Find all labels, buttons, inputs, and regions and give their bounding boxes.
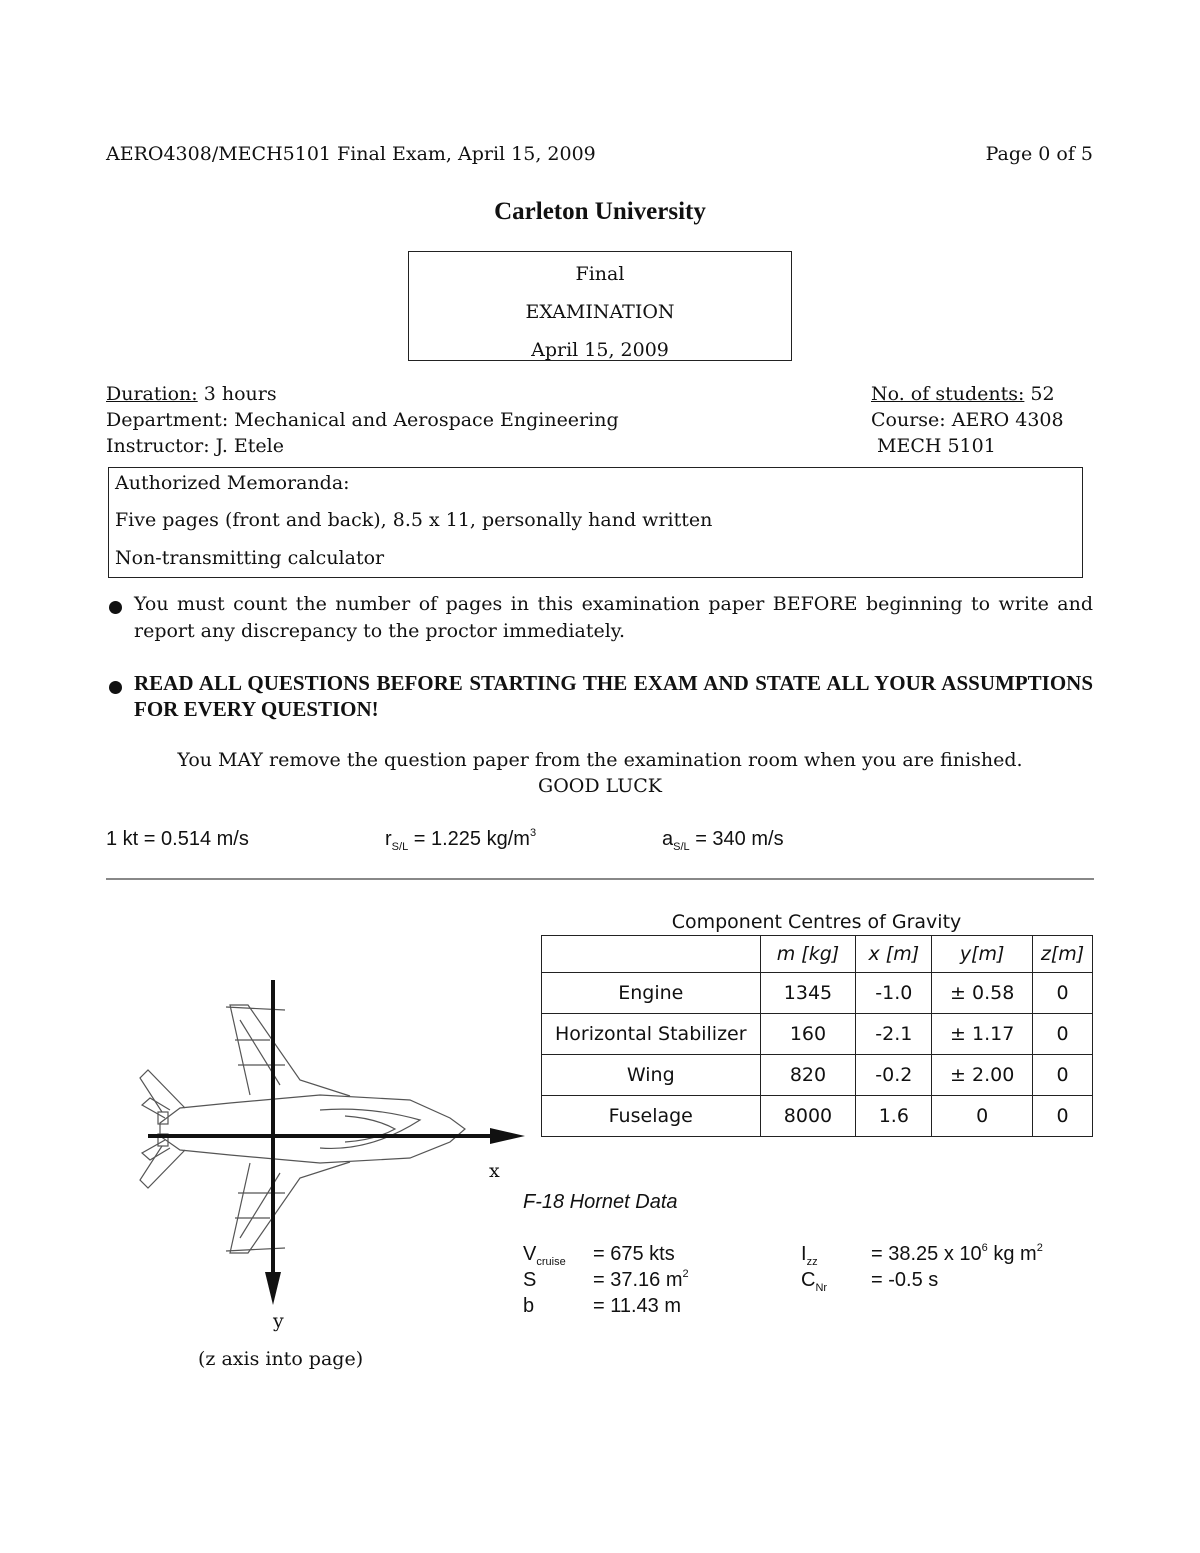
izz-symbol xyxy=(801,1243,818,1266)
table-cell: 820 xyxy=(760,1055,856,1096)
students xyxy=(871,383,1055,405)
bullet-icon xyxy=(109,681,122,694)
students-label: No. of students: xyxy=(871,383,1025,405)
table-cell: 0 xyxy=(1033,1055,1093,1096)
good-luck: GOOD LUCK xyxy=(538,775,662,797)
izz-value xyxy=(871,1243,1043,1266)
table-row xyxy=(542,1014,1093,1055)
cg-table xyxy=(541,935,1093,1137)
table-cell: 1345 xyxy=(760,973,856,1014)
s-value xyxy=(593,1269,689,1292)
table-cell: Horizontal Stabilizer xyxy=(542,1014,761,1055)
b-value: = 11.43 m xyxy=(593,1295,682,1317)
y-axis-label: y xyxy=(273,1310,284,1332)
izz-value-text: = 38.25 x 10 xyxy=(871,1243,982,1265)
table-header: m [kg] xyxy=(760,936,856,973)
c-symbol: C xyxy=(801,1269,816,1291)
table-cell: -1.0 xyxy=(856,973,932,1014)
duration-value: 3 hours xyxy=(197,383,277,405)
table-header xyxy=(542,936,761,973)
memoranda-title: Authorized Memoranda: xyxy=(115,472,350,494)
page-title: Carleton University xyxy=(494,198,706,225)
i-symbol: I xyxy=(801,1243,807,1265)
table-cell: 8000 xyxy=(760,1096,856,1137)
table-header: y[m] xyxy=(932,936,1033,973)
students-value: 52 xyxy=(1024,383,1055,405)
rho-subscript: S/L xyxy=(391,841,409,853)
a-subscript: S/L xyxy=(673,841,690,853)
table-row xyxy=(542,1096,1093,1137)
constant-kt: 1 kt = 0.514 m/s xyxy=(106,828,249,850)
exam-box-line3: April 15, 2009 xyxy=(531,339,669,361)
course: Course: AERO 4308 xyxy=(871,409,1064,431)
i-subscript: zz xyxy=(806,1256,818,1268)
table-cell: ± 0.58 xyxy=(932,973,1033,1014)
a-value: = 340 m/s xyxy=(689,828,784,850)
table-cell: Wing xyxy=(542,1055,761,1096)
page-number: Page 0 of 5 xyxy=(985,143,1093,165)
cnr-symbol xyxy=(801,1269,827,1292)
exam-box xyxy=(408,251,792,361)
s-superscript: 2 xyxy=(682,1268,689,1280)
table-cell: 1.6 xyxy=(856,1096,932,1137)
v-subscript: cruise xyxy=(536,1256,566,1268)
duration-label: Duration: xyxy=(106,383,198,405)
course-2: MECH 5101 xyxy=(877,435,996,457)
exam-box-line2: EXAMINATION xyxy=(525,301,675,323)
table-cell: 0 xyxy=(1033,1096,1093,1137)
izz-exponent: 6 xyxy=(981,1242,988,1254)
memoranda-box xyxy=(108,467,1083,578)
s-value-text: = 37.16 m xyxy=(593,1269,683,1291)
instruction-read-all: READ ALL QUESTIONS BEFORE STARTING THE EXAM AND STATE ALL YOUR ASSUMPTIONS FOR EVERY QUESTION! xyxy=(134,671,1093,721)
rho-value: = 1.225 kg/m xyxy=(408,828,530,850)
bullet-icon xyxy=(109,601,122,614)
header-left: AERO4308/MECH5101 Final Exam, April 15, 2009 xyxy=(106,143,596,165)
table-cell: ± 1.17 xyxy=(932,1014,1033,1055)
rho-symbol: r xyxy=(385,828,392,850)
memoranda-line: Non-transmitting calculator xyxy=(115,547,385,569)
table-cell: ± 2.00 xyxy=(932,1055,1033,1096)
table-row xyxy=(542,1055,1093,1096)
c-subscript: Nr xyxy=(815,1282,828,1294)
table-header-row xyxy=(542,936,1093,973)
table-header: x [m] xyxy=(856,936,932,973)
y-axis-arrow-icon xyxy=(265,1272,281,1305)
table-cell: 0 xyxy=(1033,973,1093,1014)
s-symbol: S xyxy=(523,1269,537,1291)
table-cell: 0 xyxy=(932,1096,1033,1137)
izz-unit-superscript: 2 xyxy=(1036,1242,1043,1254)
x-axis-arrow-icon xyxy=(490,1128,525,1144)
exam-box-line1: Final xyxy=(575,263,625,285)
v-symbol: V xyxy=(523,1243,537,1265)
hornet-data-title: F-18 Hornet Data xyxy=(523,1191,678,1213)
a-symbol: a xyxy=(662,828,674,850)
v-cruise-value: = 675 kts xyxy=(593,1243,675,1265)
instructor: Instructor: J. Etele xyxy=(106,435,284,457)
v-cruise-symbol xyxy=(523,1243,566,1266)
table-caption: Component Centres of Gravity xyxy=(671,911,962,933)
table-cell: 160 xyxy=(760,1014,856,1055)
figure-caption: (z axis into page) xyxy=(198,1348,364,1370)
table-cell: -2.1 xyxy=(856,1014,932,1055)
f18-aircraft-diagram xyxy=(120,960,540,1310)
may-remove-note: You MAY remove the question paper from the examination room when you are finished. xyxy=(177,749,1023,771)
constant-speed-of-sound xyxy=(662,828,784,851)
department: Department: Mechanical and Aerospace Engineering xyxy=(106,409,619,431)
table-cell: Fuselage xyxy=(542,1096,761,1137)
memoranda-line: Five pages (front and back), 8.5 x 11, personally hand written xyxy=(115,509,713,531)
rho-superscript: 3 xyxy=(529,827,537,839)
table-row xyxy=(542,973,1093,1014)
instruction-count-pages: You must count the number of pages in this examination paper BEFORE beginning to write and report any discrepancy to the proctor immediately. xyxy=(134,593,1093,642)
table-cell: 0 xyxy=(1033,1014,1093,1055)
x-axis-label: x xyxy=(489,1160,500,1182)
divider xyxy=(106,878,1094,880)
table-header: z[m] xyxy=(1033,936,1093,973)
duration xyxy=(106,383,277,405)
table-cell: -0.2 xyxy=(856,1055,932,1096)
izz-unit: kg m xyxy=(987,1243,1037,1265)
b-symbol: b xyxy=(523,1295,535,1317)
cnr-value: = -0.5 s xyxy=(871,1269,939,1291)
table-cell: Engine xyxy=(542,973,761,1014)
constant-rho xyxy=(385,828,536,851)
